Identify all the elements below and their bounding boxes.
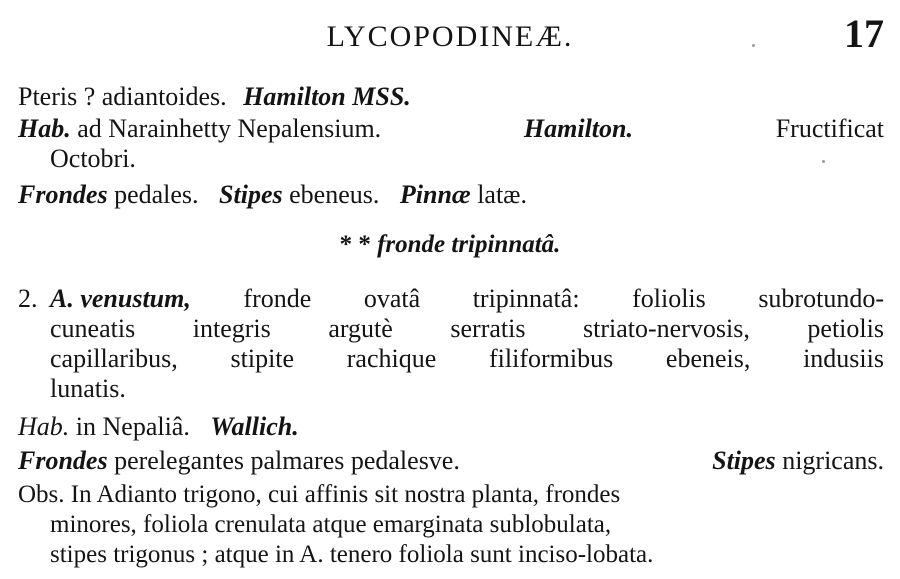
desc-word: indusiis — [803, 344, 884, 373]
stipes-term: Stipes — [219, 180, 283, 209]
species-number: 2. — [18, 284, 38, 313]
section-heading-text: fronde tripinnatâ. — [377, 231, 561, 258]
print-speck — [752, 44, 755, 47]
page-number: 17 — [844, 11, 884, 56]
species-name: A. venustum, — [50, 284, 191, 313]
desc-word: subrotundo- — [758, 284, 884, 313]
species-frondes-line — [18, 446, 884, 476]
desc-word: capillaribus, — [50, 344, 178, 373]
synonym-line — [18, 82, 411, 112]
desc-word: foliolis — [632, 284, 706, 313]
habitat-citation: Hamilton. — [523, 114, 633, 143]
species-habitat-line — [18, 412, 299, 442]
section-heading — [0, 230, 900, 260]
species-description-line-2 — [50, 314, 884, 344]
print-speck — [822, 160, 825, 163]
desc-word: cuneatis — [50, 314, 136, 343]
pinnae-text: latæ. — [477, 180, 528, 209]
fructification-text: Fructificat — [775, 114, 884, 143]
habitat-continuation: Octobri. — [50, 144, 136, 173]
frondes-term: Frondes — [18, 180, 108, 209]
desc-word: tripinnatâ: — [472, 284, 580, 313]
desc-word: striato-nervosis, — [583, 314, 750, 343]
desc-word: petiolis — [807, 314, 884, 343]
habitat-label: Hab. — [18, 114, 71, 143]
desc-word: integris — [192, 314, 271, 343]
species-stipes-term: Stipes — [712, 446, 776, 475]
desc-word: ovatâ — [363, 284, 421, 313]
desc-word: filiformibus — [488, 344, 614, 373]
frondes-text: pedales. — [114, 180, 199, 209]
desc-word: stipite — [230, 344, 295, 373]
species-habitat-citation: Wallich. — [210, 412, 299, 441]
habitat-text: ad Narainhetty Nepalensium. — [77, 114, 382, 143]
species-habitat-label: Hab. — [18, 412, 70, 441]
habitat-line — [18, 114, 884, 144]
synonym-name: Pteris ? adiantoides. — [18, 82, 227, 111]
species-description-line-1 — [50, 284, 884, 314]
species-frondes-text: perelegantes palmares pedalesve. — [114, 446, 460, 475]
running-head-title: LYCOPODINEÆ. — [326, 20, 574, 53]
desc-word: serratis — [450, 314, 526, 343]
species-frondes-term: Frondes — [18, 446, 108, 475]
stipes-text: ebeneus. — [289, 180, 380, 209]
species-description-line-4: lunatis. — [50, 374, 126, 403]
description-line — [18, 180, 527, 210]
observation-line-3: stipes trigonus ; atque in A. tenero foliola sunt inciso-lobata. — [50, 541, 654, 568]
section-heading-marks: * * — [339, 231, 371, 258]
observation-line-1: Obs. In Adianto trigono, cui affinis sit nostra planta, frondes — [18, 481, 621, 508]
species-stipes-text: nigricans. — [782, 446, 884, 475]
desc-word: ebeneis, — [665, 344, 751, 373]
desc-word: rachique — [346, 344, 437, 373]
desc-word: fronde — [243, 284, 312, 313]
pinnae-term: Pinnæ — [399, 180, 471, 209]
observation-line-2: minores, foliola crenulata atque emarginata sublobulata, — [50, 511, 612, 538]
species-habitat-text: in Nepaliâ. — [75, 412, 190, 441]
synonym-citation: Hamilton MSS. — [243, 82, 411, 111]
desc-word: argutè — [328, 314, 393, 343]
species-description-line-3 — [50, 344, 884, 374]
